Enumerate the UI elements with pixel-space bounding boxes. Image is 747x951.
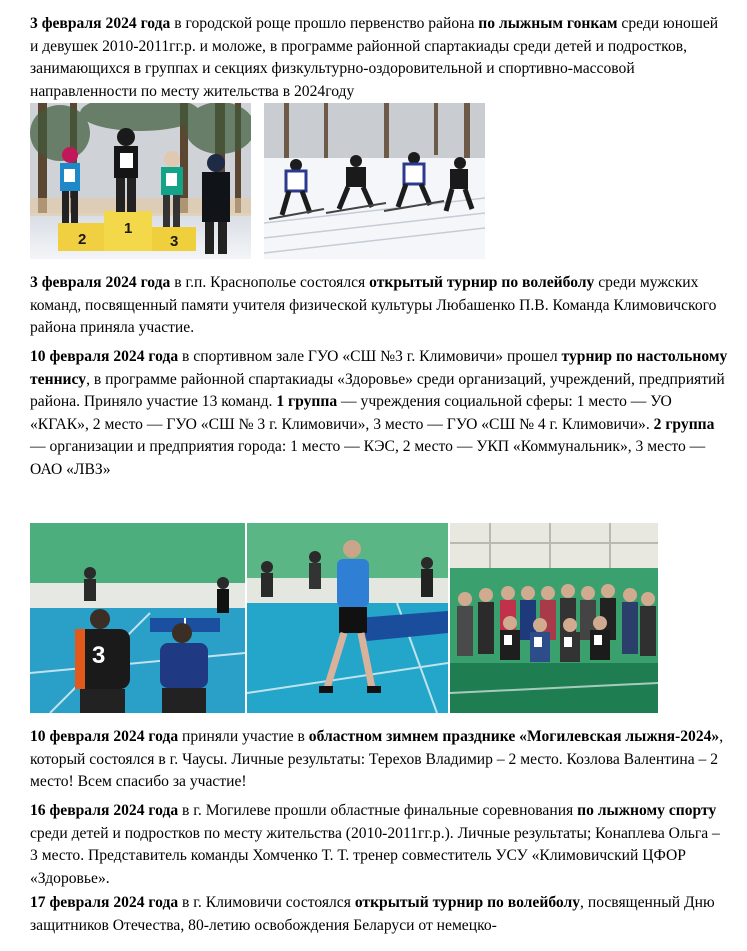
text-run: в г. Могилеве прошли областные финальные соревнования: [178, 802, 578, 819]
bold-text-run: 3 февраля 2024 года: [30, 15, 171, 32]
photo-table-tennis-player: [247, 523, 448, 713]
text-run: , который состоялся в г. Чаусы. Личные результаты: Терехов Владимир – 2 место. Козлова Валентина – 2 место! Всем спасибо за участие!: [30, 728, 724, 791]
bold-text-run: 3 февраля 2024 года: [30, 274, 171, 291]
bold-text-run: открытый турнир по волейболу: [354, 894, 581, 911]
text-run: — учреждения социальной сферы: 1 место — УО «КГАК», 2 место — ГУО «СШ № 3 г. Климовичи», 3 место — ГУО «СШ № 4 г. Климовичи».: [30, 393, 672, 433]
bold-text-run: 10 февраля 2024 года: [30, 728, 179, 745]
bold-text-run: турнир по настольному теннису: [30, 348, 728, 388]
text-run: в г. Климовичи состоялся: [178, 894, 355, 911]
bold-text-run: по лыжным гонкам: [478, 15, 618, 32]
text-run: в спортивном зале ГУО «СШ №3 г. Климовичи» прошел: [178, 348, 562, 365]
bold-text-run: 2 группа: [653, 415, 715, 433]
bold-text-run: областном зимнем празднике «Могилевская лыжня-2024»: [308, 728, 720, 745]
photo-ski-race: [264, 103, 485, 259]
news-paragraph-regional-ski-finals: [30, 800, 730, 890]
text-run: среди детей и подростков по месту жительства (2010-2011гг.р.). Личные результаты; Конаплева Ольга – 3 место. Представитель команды Хомченко Т. Т. тренер совместитель УСУ «Климовичский ЦФОР «Здоровье».: [30, 824, 720, 887]
news-paragraph-volleyball-klimovichi: [30, 892, 730, 937]
podium-first-label: 1: [124, 220, 133, 237]
bold-text-run: по лыжному спорту: [577, 802, 717, 819]
text-run: , посвященный Дню защитников Отечества, 80-летию освобождения Беларуси от немецко-: [30, 894, 715, 934]
bold-text-run: 17 февраля 2024 года: [30, 894, 179, 911]
text-run: среди юношей и девушек 2010-2011гг.р. и моложе, в программе районной спартакиады среди детей и подростков, занимающихся в группах и секциях физкультурно-оздоровительной и спортивно-массовой направленности по месту жительства в 2024году: [30, 15, 719, 100]
news-paragraph-table-tennis: [30, 346, 730, 482]
photo-table-tennis-match: [30, 523, 245, 713]
news-paragraph-mogilev-ski-festival: [30, 726, 730, 794]
text-run: в городской роще прошло первенство района: [170, 15, 479, 32]
text-run: среди мужских команд, посвященный памяти учителя физической культуры Любашенко П.В. Команда Климовичского района приняла участие.: [30, 274, 717, 337]
photo-team-group: [450, 523, 658, 713]
bold-text-run: 1 группа: [276, 393, 338, 411]
podium-third-label: 3: [170, 233, 179, 250]
text-run: в г.п. Краснополье состоялся: [170, 274, 370, 291]
news-paragraph-ski-race: [30, 13, 730, 103]
bold-text-run: 10 февраля 2024 года: [30, 348, 179, 365]
text-run: приняли участие в: [178, 728, 309, 745]
bold-text-run: открытый турнир по волейболу: [369, 274, 595, 291]
text-run: — организации и предприятия города: 1 место — КЭС, 2 место — УКП «Коммунальник», 3 место — ОАО «ЛВЗ»: [30, 438, 706, 478]
podium-second-label: 2: [78, 231, 87, 248]
bold-text-run: 16 февраля 2024 года: [30, 802, 179, 819]
jersey-number: 3: [92, 642, 106, 669]
text-run: , в программе районной спартакиады «Здоровье» среди организаций, учреждений, предприятий района. Приняло участие 13 команд.: [30, 370, 725, 411]
photo-ski-podium: [30, 103, 251, 259]
news-paragraph-volleyball-krasnopolye: [30, 272, 730, 340]
